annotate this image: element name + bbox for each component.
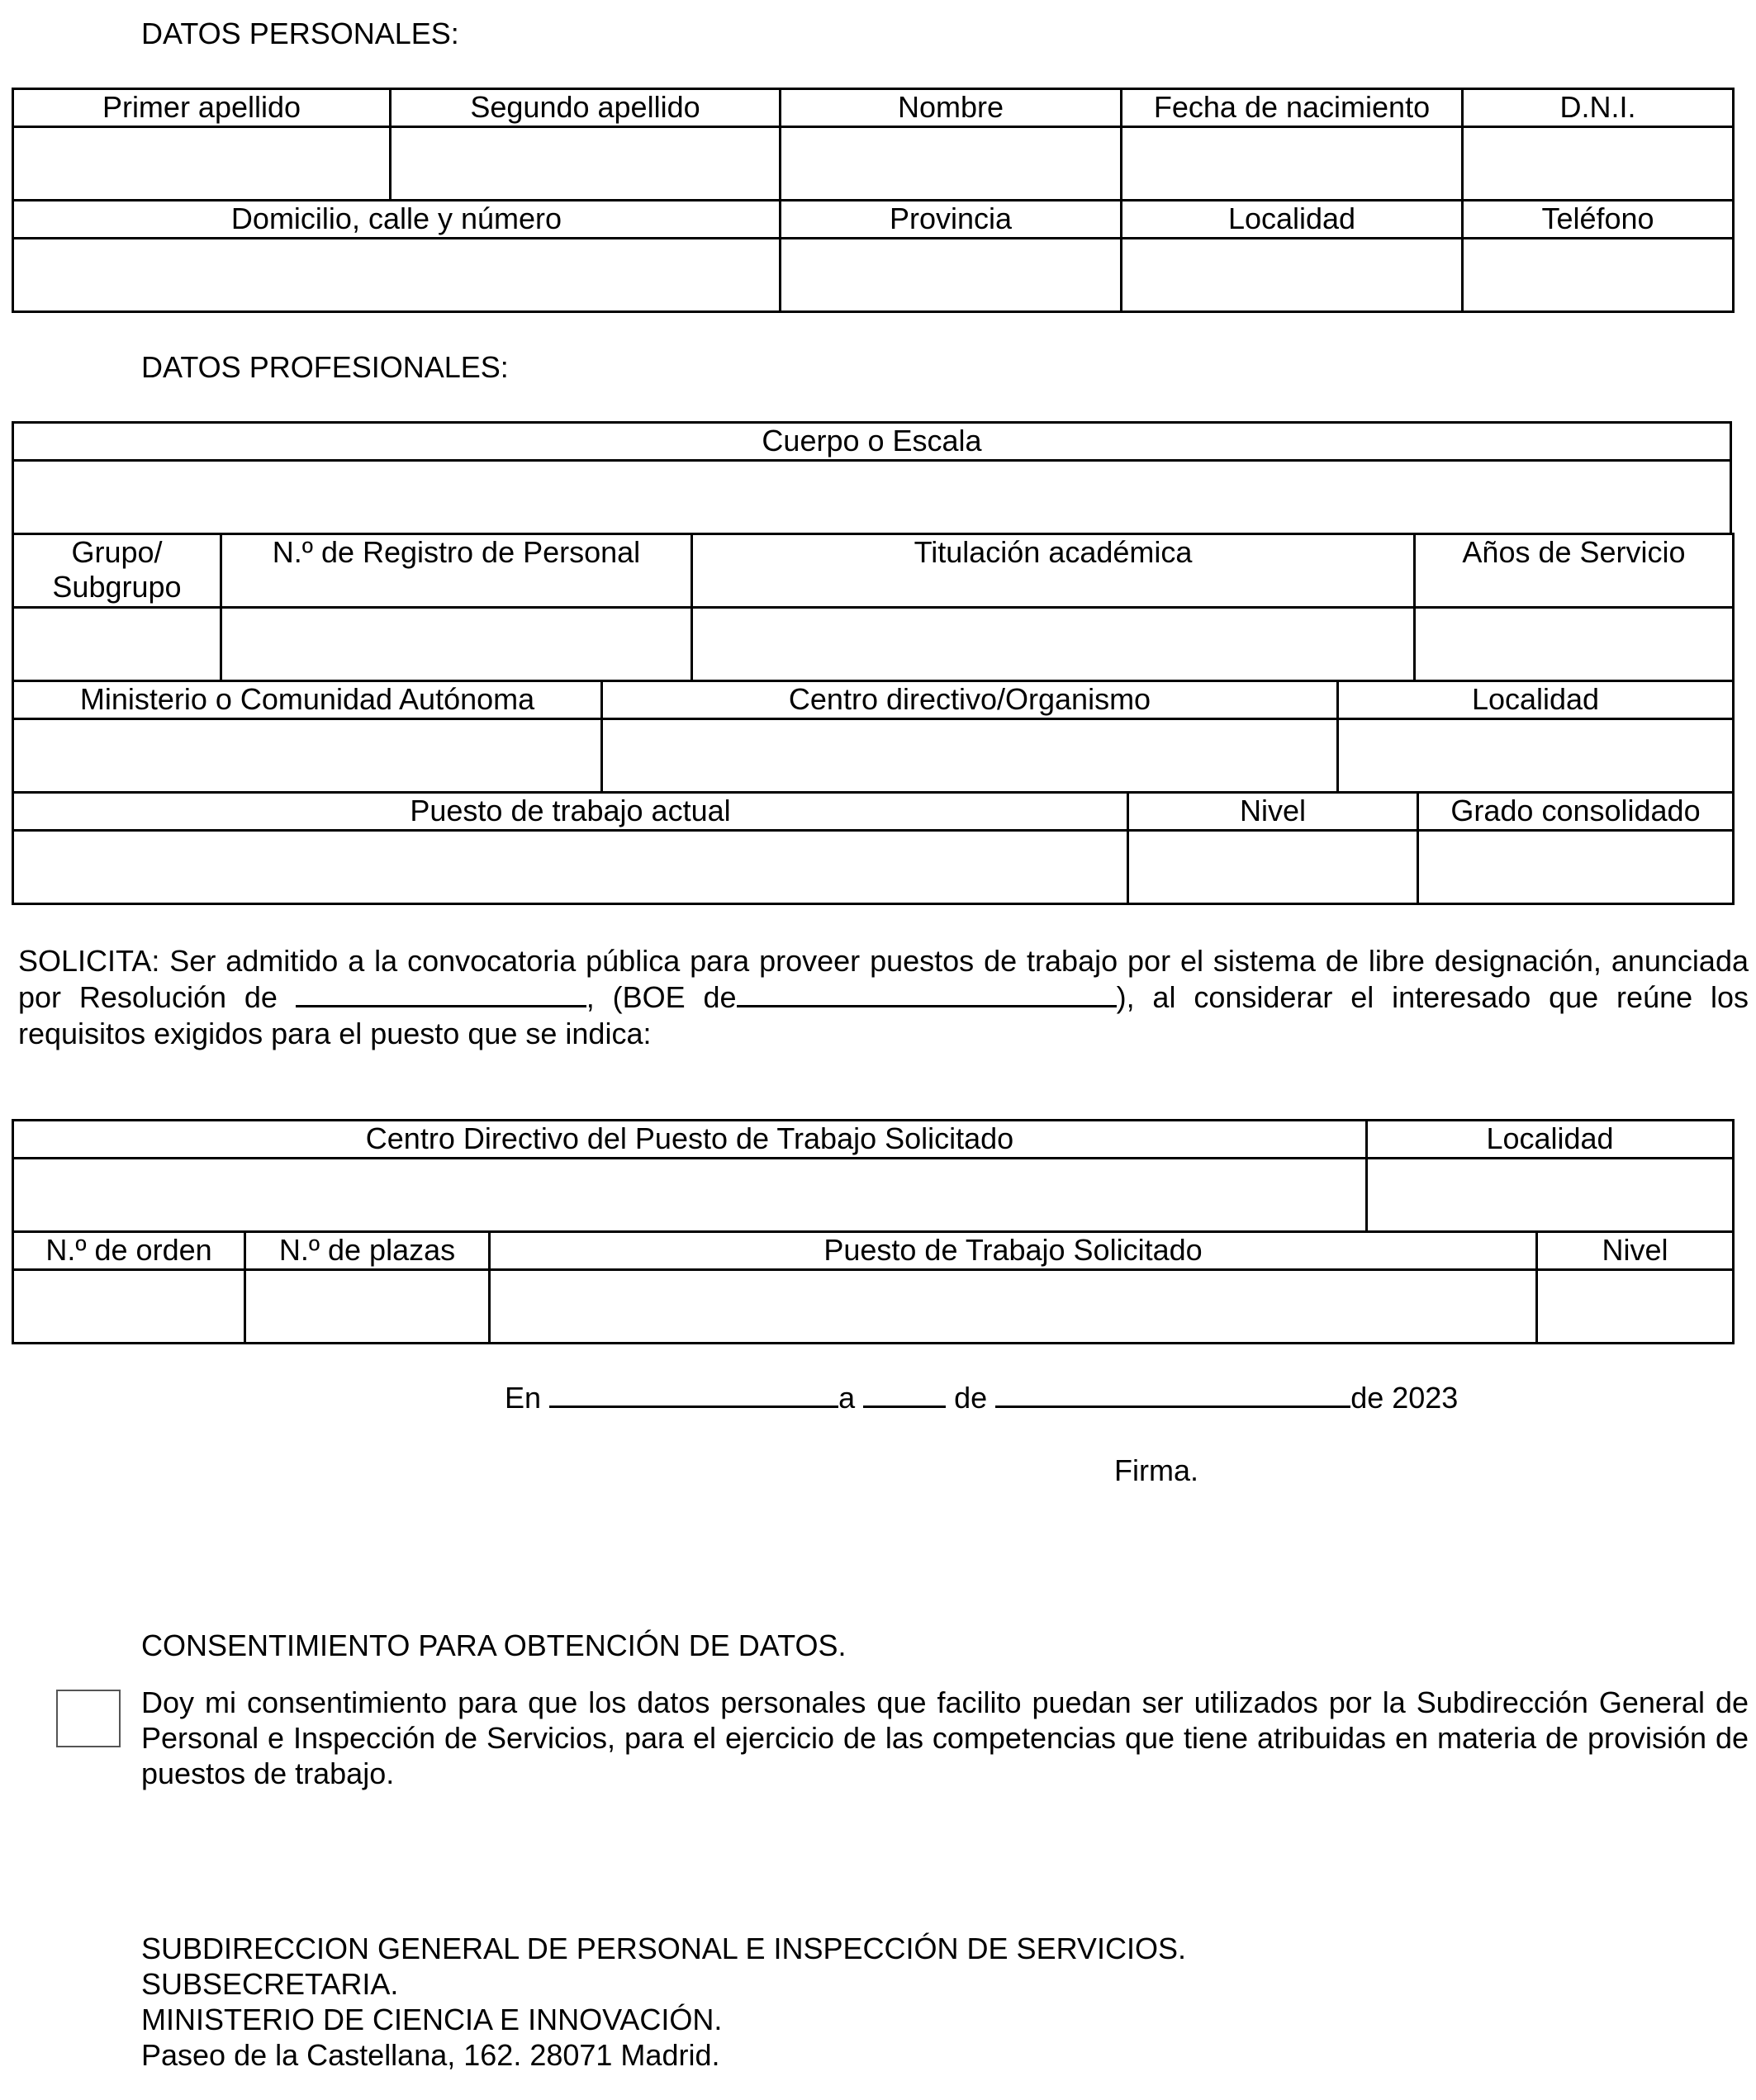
day-blank[interactable] <box>863 1381 946 1408</box>
header-centro-directivo: Centro directivo/Organismo <box>602 681 1338 719</box>
field-registro-personal[interactable] <box>221 608 692 681</box>
field-numero-orden[interactable] <box>13 1270 245 1344</box>
address-line: SUBSECRETARIA. <box>141 1967 399 2001</box>
solicita-paragraph <box>18 943 1749 1052</box>
date-line <box>505 1381 1458 1415</box>
field-grado-consolidado[interactable] <box>1418 831 1734 904</box>
field-provincia[interactable] <box>781 239 1122 312</box>
puesto-solicitado-table <box>12 1230 1735 1344</box>
consentimiento-text: Doy mi consentimiento para que los datos personales que facilito puedan ser utilizados por la Subdirección General de Personal e Inspección de Servicios, para el ejercicio de las competencias que tiene atribuidas en materia de provisión de puestos de trabajo. <box>141 1685 1749 1790</box>
puesto-actual-table <box>12 791 1735 905</box>
header-dni: D.N.I. <box>1463 89 1734 127</box>
field-fecha-nacimiento[interactable] <box>1122 127 1463 201</box>
header-fecha-nacimiento: Fecha de nacimiento <box>1122 89 1463 127</box>
field-numero-plazas[interactable] <box>245 1270 490 1344</box>
date-a-label: a <box>838 1381 856 1415</box>
grupo-table <box>12 533 1735 682</box>
header-grado-consolidado: Grado consolidado <box>1418 793 1734 831</box>
field-nivel-actual[interactable] <box>1128 831 1418 904</box>
month-blank[interactable] <box>995 1381 1350 1408</box>
consentimiento-heading: CONSENTIMIENTO PARA OBTENCIÓN DE DATOS. <box>141 1628 847 1662</box>
header-nombre: Nombre <box>781 89 1122 127</box>
header-centro-solicitado: Centro Directivo del Puesto de Trabajo Solicitado <box>13 1121 1367 1159</box>
header-segundo-apellido: Segundo apellido <box>391 89 781 127</box>
header-localidad-solicitado: Localidad <box>1367 1121 1734 1159</box>
date-year: de 2023 <box>1350 1381 1459 1415</box>
field-primer-apellido[interactable] <box>13 127 391 201</box>
header-localidad: Localidad <box>1122 201 1463 239</box>
centro-solicitado-table <box>12 1119 1735 1233</box>
address-line: SUBDIRECCION GENERAL DE PERSONAL E INSPECCIÓN DE SERVICIOS. <box>141 1932 1186 1965</box>
field-segundo-apellido[interactable] <box>391 127 781 201</box>
field-nivel-solicitado[interactable] <box>1537 1270 1734 1344</box>
header-nivel-actual: Nivel <box>1128 793 1418 831</box>
header-puesto-actual: Puesto de trabajo actual <box>13 793 1128 831</box>
cuerpo-table <box>12 421 1732 535</box>
header-registro-personal: N.º de Registro de Personal <box>221 534 692 608</box>
header-titulacion: Titulación académica <box>692 534 1415 608</box>
header-puesto-solicitado: Puesto de Trabajo Solicitado <box>490 1232 1537 1270</box>
solicita-text-2: , (BOE de <box>586 980 737 1014</box>
address-line: MINISTERIO DE CIENCIA E INNOVACIÓN. <box>141 2003 723 2036</box>
field-centro-directivo[interactable] <box>602 719 1338 793</box>
header-numero-orden: N.º de orden <box>13 1232 245 1270</box>
header-numero-plazas: N.º de plazas <box>245 1232 490 1270</box>
header-telefono: Teléfono <box>1463 201 1734 239</box>
header-cuerpo-escala: Cuerpo o Escala <box>13 423 1731 461</box>
header-provincia: Provincia <box>781 201 1122 239</box>
field-localidad[interactable] <box>1122 239 1463 312</box>
solicita-text-3: ), al considerar el interesado que reúne los requisitos exigidos para el puesto que se indica: <box>18 980 1749 1050</box>
field-localidad-prof[interactable] <box>1338 719 1734 793</box>
header-localidad-prof: Localidad <box>1338 681 1734 719</box>
datos-profesionales-heading: DATOS PROFESIONALES: <box>141 350 509 384</box>
boe-blank[interactable] <box>737 980 1117 1007</box>
field-cuerpo-escala[interactable] <box>13 461 1731 534</box>
header-primer-apellido: Primer apellido <box>13 89 391 127</box>
field-puesto-solicitado[interactable] <box>490 1270 1537 1344</box>
field-anos-servicio[interactable] <box>1415 608 1734 681</box>
field-localidad-solicitado[interactable] <box>1367 1159 1734 1232</box>
field-dni[interactable] <box>1463 127 1734 201</box>
firma-label: Firma. <box>1114 1453 1198 1487</box>
field-ministerio[interactable] <box>13 719 602 793</box>
address-line: Paseo de la Castellana, 162. 28071 Madrid. <box>141 2038 720 2072</box>
field-nombre[interactable] <box>781 127 1122 201</box>
header-nivel-solicitado: Nivel <box>1537 1232 1734 1270</box>
address-block <box>141 1931 1186 2073</box>
place-blank[interactable] <box>549 1381 838 1408</box>
field-telefono[interactable] <box>1463 239 1734 312</box>
field-grupo-subgrupo[interactable] <box>13 608 221 681</box>
field-puesto-actual[interactable] <box>13 831 1128 904</box>
date-de-label: de <box>954 1381 988 1415</box>
header-anos-servicio: Años de Servicio <box>1415 534 1734 608</box>
ministerio-table <box>12 680 1735 794</box>
consent-checkbox[interactable] <box>56 1690 121 1747</box>
header-grupo-subgrupo: Grupo/ Subgrupo <box>13 534 221 608</box>
field-titulacion[interactable] <box>692 608 1415 681</box>
field-domicilio[interactable] <box>13 239 781 312</box>
header-ministerio: Ministerio o Comunidad Autónoma <box>13 681 602 719</box>
datos-personales-heading: DATOS PERSONALES: <box>141 17 459 50</box>
field-centro-solicitado[interactable] <box>13 1159 1367 1232</box>
solicita-text-1: SOLICITA: Ser admitido a la convocatoria pública para proveer puestos de trabajo por el sistema de libre designación, anunciada por Resolución de <box>18 944 1749 1014</box>
resolucion-blank[interactable] <box>296 980 586 1007</box>
header-domicilio: Domicilio, calle y número <box>13 201 781 239</box>
datos-personales-table <box>12 88 1735 313</box>
date-en-label: En <box>505 1381 542 1415</box>
